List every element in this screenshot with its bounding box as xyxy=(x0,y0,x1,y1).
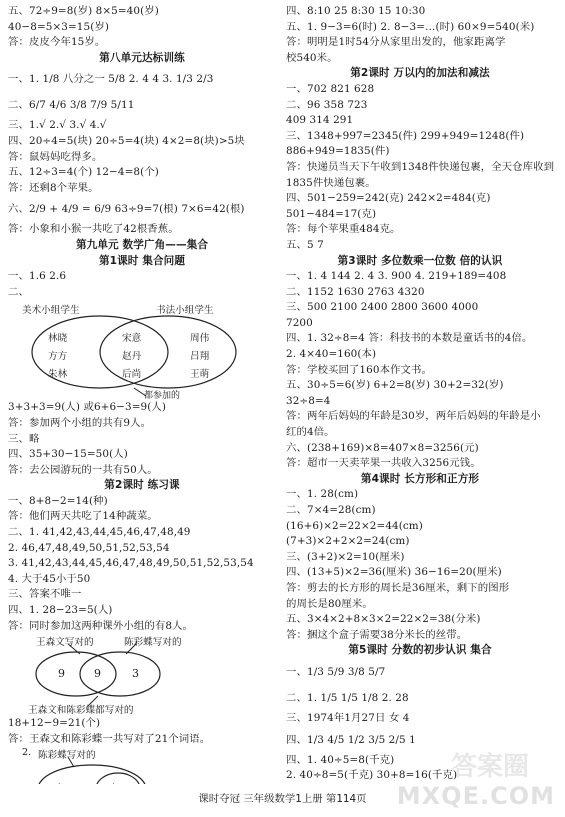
venn-name: 周伟 xyxy=(190,333,210,345)
answer-line: 886+949=1835(件) xyxy=(286,145,390,158)
answer-line: 四、35+30−15=50(人) xyxy=(8,448,128,461)
answer-line: 一、1.6 2.6 xyxy=(8,270,67,283)
answer-line: 一、1/3 5/9 3/8 5/7 xyxy=(286,665,386,678)
answer-line: 五、3×4×2+8×3×2=22×2=38(分米) xyxy=(286,613,481,626)
answer-line: 五、5 7 xyxy=(286,238,324,251)
answer-line: 答：鼠妈妈吃得多。 xyxy=(8,150,103,163)
venn-bottom-label: 王森文和陈彩蝶都写对的 xyxy=(28,705,134,717)
answer-line: 四、1/3 4/5 1/2 3/5 2/5 1 xyxy=(286,733,416,746)
answer-line: 三、1974年1月27日 女 4 xyxy=(286,711,410,724)
answer-line: 答：皮皮今年15岁。 xyxy=(8,36,106,49)
venn-number xyxy=(56,782,70,784)
venn-name: 方方 xyxy=(48,351,68,363)
answer-line: 六、(238+169)×8=407×8=3256(元) xyxy=(286,441,479,454)
left-column xyxy=(8,4,276,784)
venn-right-label: 书法小组学生 xyxy=(156,305,214,317)
venn-number-label: 2. xyxy=(22,747,32,759)
section-heading: 第九单元 数学广角——集合 xyxy=(75,238,209,251)
answer-line: 一、1. 28(cm) xyxy=(286,488,359,501)
venn-number: 3 xyxy=(132,667,139,681)
answer-line: 答：小象和小猴一共吃了42根香蕉。 xyxy=(8,223,179,236)
venn-diagram-words-2 xyxy=(8,747,276,784)
answer-line: 409 314 291 xyxy=(286,114,354,127)
answer-line: 答：学校买回了160本作文书。 xyxy=(286,363,433,376)
answer-line: 答：剪去的长方形的周长是36厘米，剩下的图形 xyxy=(286,581,510,594)
answer-line: 一、8+8−2=14(种) xyxy=(8,494,108,507)
answer-line: 三、1.√ 2.√ 3.√ 4.√ xyxy=(8,119,107,132)
venn-name: 林晓 xyxy=(48,333,68,345)
section-heading: 第八单元达标训练 xyxy=(99,51,185,64)
answer-line: (7+3)×2+2×2=24(cm) xyxy=(286,535,410,548)
section-heading: 第2课时 万以内的加法和减法 xyxy=(350,67,490,80)
answer-line: 五、12÷3=4(个) 12−4=8(个) xyxy=(8,166,159,179)
answer-line: 五、30÷5=6(岁) 6+2=8(岁) 30+2=32(岁) xyxy=(286,379,504,392)
answer-line: 2. 4×40=160(本) xyxy=(286,348,377,361)
answer-line: 六、2/9 + 4/9 = 6/9 63÷9=7(根) 7×6=42(根) xyxy=(8,203,245,216)
answer-line: 答：还剩8个苹果。 xyxy=(8,181,99,194)
answer-line: 答：两年后妈妈的年龄是30岁，两年后妈妈的年龄是小 xyxy=(286,410,541,423)
venn-number: 9 xyxy=(58,667,65,681)
answer-line: 二、1. 41,42,43,44,45,46,47,48,49 xyxy=(8,526,191,539)
answer-line: (16+6)×2=22×2=44(cm) xyxy=(286,519,423,532)
answer-line: 五、1. 9−3=6(时) 2. 8−3=…(时) 60×9=540(米) xyxy=(286,20,535,33)
answer-line: 答：参加两个小组的共有9人。 xyxy=(8,416,152,429)
answer-line: 四、1. 28−23=5(人) xyxy=(8,604,113,617)
venn-diagram-words-1 xyxy=(8,634,276,716)
answer-line: 三、(3+2)×2=10(厘米) xyxy=(286,550,405,563)
answer-line: 三、略 xyxy=(8,432,40,445)
answer-line: 答：王森文和陈彩蝶一共写对了21个词语。 xyxy=(8,732,211,745)
venn-name: 王萌 xyxy=(190,369,210,381)
answer-line: 五、72÷9=8(岁) 8×5=40(岁) xyxy=(8,5,159,17)
answer-line: 二、 xyxy=(8,285,29,298)
answer-line: 四、20÷4=5(块) 20÷5=4(块) 4×2=8(块)>5块 xyxy=(8,134,245,147)
answer-line: 一、1. 1/8 八分之一 5/8 2. 4 4 3. 1/3 2/3 xyxy=(8,73,214,86)
answer-line: 答：同时参加这两种课外小组的有8人。 xyxy=(8,619,194,632)
venn-top-label: 陈彩蝶写对的 xyxy=(38,750,96,762)
answer-line: 一、1. 4 144 2. 4 3. 900 4. 219+189=408 xyxy=(286,270,507,283)
answer-line: 四、8:10 25 8:30 15 10:30 xyxy=(286,5,426,17)
answer-line: 501−484=17(克) xyxy=(286,207,377,220)
answer-line: 答：他们两天共吃了14种蔬菜。 xyxy=(8,510,158,523)
answer-line: 三、1348+997=2345(件) 299+949=1248(件) xyxy=(286,129,525,142)
answer-line: 三、答案不唯一 xyxy=(8,588,82,601)
section-heading: 第3课时 多位数乘一位数 倍的认识 xyxy=(337,254,503,267)
watermark-cn: 答案圈 xyxy=(450,752,529,782)
answer-line: 答：快递员当天下午收到1348件快递包裹，全天仓库收到 xyxy=(286,160,554,173)
venn-name: 吕翔 xyxy=(190,351,210,363)
venn-top-label: 王森文写对的 xyxy=(36,637,94,649)
answer-line: 二、6/7 4/6 3/8 7/9 5/11 xyxy=(8,99,135,112)
answer-line: 三、500 2100 2400 2800 3600 4000 xyxy=(286,301,479,314)
answer-line: 二、7×4=28(cm) xyxy=(286,504,376,516)
right-column xyxy=(286,4,554,784)
venn-note: 都参加的 xyxy=(144,391,181,401)
answer-line: 7200 xyxy=(286,316,313,329)
answer-line: 答：超市一天卖苹果一共收入3256元钱。 xyxy=(286,457,481,470)
answer-line: 1835件快递包裹。 xyxy=(286,176,376,189)
venn-left-label: 美术小组学生 xyxy=(22,305,80,317)
answer-line: 二、1. 1/5 1/5 1/8 2. 28 xyxy=(286,691,409,704)
venn-name: 宋意 xyxy=(122,333,142,345)
section-heading: 第4课时 长方形和正方形 xyxy=(360,472,480,485)
answer-line: 4. 大于45小于50 xyxy=(8,572,91,585)
answer-line: 二、96 358 723 xyxy=(286,98,368,111)
section-heading: 第5课时 分数的初步认识 集合 xyxy=(348,644,492,657)
answer-line: 四、(13+5)×2=36(厘米) 36−16=20(厘米) xyxy=(286,566,502,579)
venn-name: 朱林 xyxy=(48,369,68,381)
answer-line: 红的4倍。 xyxy=(286,426,335,439)
answer-line: 18+12−9=21(个) xyxy=(8,717,101,730)
answer-line: 答：每个苹果重484克。 xyxy=(286,223,401,236)
answer-line: 一、702 821 628 xyxy=(286,82,375,95)
venn-number xyxy=(110,782,124,784)
watermark-en: MXQE.COM xyxy=(396,782,555,810)
venn-top-label: 陈彩蝶写对的 xyxy=(124,637,182,649)
answer-line: 3+3+3=9(人) 或6+6−3=9(人) xyxy=(8,401,167,414)
section-heading: 第2课时 练习课 xyxy=(104,479,180,492)
answer-line: 32÷8=4 xyxy=(286,394,331,407)
answer-line: 3. 41,42,43,44,45,46,47,48,49,50,51,52,53,54 xyxy=(8,557,254,570)
answer-line: 四、1. 32÷8=4 答：科技书的本数是童话书的4倍。 xyxy=(286,332,533,345)
venn-diagram-art-calligraphy xyxy=(8,300,276,400)
answer-line: 校540米。 xyxy=(286,51,338,64)
answer-line: 40−8=5×3=15(岁) xyxy=(8,20,109,33)
answer-line: 四、501−259=242(克) 242×2=484(克) xyxy=(286,192,491,205)
answer-line: 的周长是80厘米。 xyxy=(286,597,373,610)
answer-line: 二、1152 1630 2763 4320 xyxy=(286,285,425,298)
answer-line: 2. 46,47,48,49,50,51,52,53,54 xyxy=(8,541,170,554)
answer-line: 答：去公园游玩的一共有50人。 xyxy=(8,463,158,476)
page-footer: 课时夺冠 三年级数学1上册 第114页 xyxy=(198,793,367,805)
answer-line: 四、1. 40÷5=8(千克) xyxy=(286,753,395,766)
venn-name: 后尚 xyxy=(122,369,142,381)
answer-line: 2. 40÷8=5(千克) 30+8=16(千克) xyxy=(286,769,458,782)
answer-line: 答：捆这个盒子需要38分米长的丝带。 xyxy=(286,628,468,641)
answer-line: 答：明明是1时54分从家里出发的，他家距离学 xyxy=(286,36,506,49)
venn-number: 9 xyxy=(94,667,101,681)
venn-name: 赵丹 xyxy=(122,351,142,363)
section-heading: 第1课时 集合问题 xyxy=(98,254,186,267)
